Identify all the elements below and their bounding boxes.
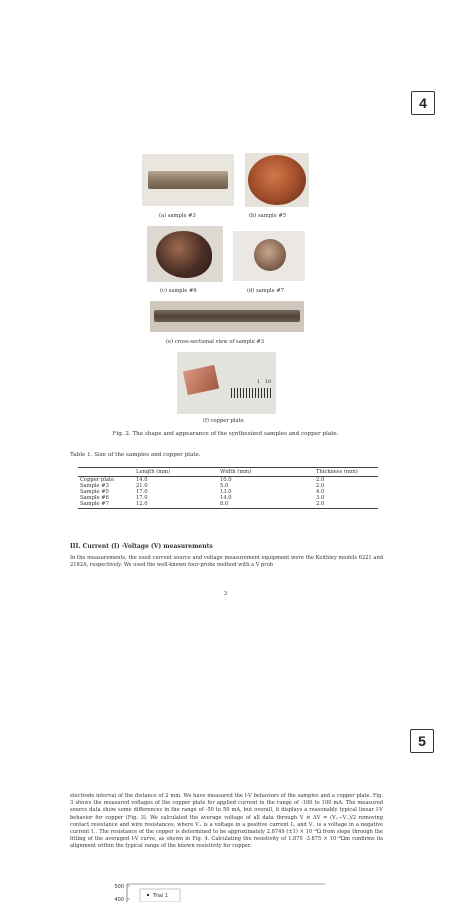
table-cell: Sample #3 (80, 483, 109, 489)
table-cell: 8.0 (218, 501, 314, 509)
panel-e-caption: (e) cross-sectional view of sample #3 (166, 339, 265, 345)
page-badge-bottom: 5 (410, 729, 434, 753)
legend-label: Trial 1 (153, 893, 168, 899)
table-cell: 10.0 (220, 477, 232, 483)
panel-f-caption: (f) copper plate (203, 418, 244, 424)
table-cell: 5.0 (220, 483, 229, 489)
iv-chart (100, 882, 330, 902)
table-cell: 14.0 (136, 477, 148, 483)
table-header-cell (78, 468, 134, 477)
ruler-label-10: 10 (265, 379, 272, 385)
y-tick-label: 400 (114, 897, 124, 902)
section-paragraph: In the measurements, the used current source and voltage measurement equipment were the Keithley models 6221 and 2182A, respectively. We used the well-known four-probe method with a V prob (70, 555, 383, 569)
figure-caption: Fig. 2. The shape and appearance of the synthesized samples and copper plate. (112, 431, 339, 437)
section-heading: III. Current (I) -Voltage (V) measurements (70, 543, 213, 550)
table-cell: 13.0 (220, 489, 232, 495)
table-cell: 4.0 (316, 489, 325, 495)
y-tick-label: 500 (114, 884, 124, 890)
panel-a-caption: (a) sample #3 (159, 213, 196, 219)
table-cell: 14.0 (220, 495, 232, 501)
ruler-label-1: 1 (257, 379, 261, 385)
table-header-cell: Thickness (mm) (314, 468, 378, 477)
table-cell: 21.0 (136, 483, 148, 489)
table-cell: 17.0 (136, 489, 148, 495)
sample-7-photo (233, 231, 305, 281)
table-cell: 17.0 (136, 495, 148, 501)
table-cell: Copper plate (80, 477, 115, 483)
page-number: 3 (223, 591, 228, 597)
sample-3-cross-section-photo (150, 301, 304, 332)
table-header-row (78, 468, 378, 477)
panel-c-caption: (c) sample #6 (160, 288, 197, 294)
legend-marker (147, 894, 149, 896)
page-badge-top: 4 (411, 91, 435, 115)
table-header-cell: Length (mm) (134, 468, 218, 477)
sample-3-photo (142, 154, 234, 206)
ruler (231, 388, 271, 406)
table-cell: 3.0 (316, 495, 325, 501)
panel-b-caption: (b) sample #5 (249, 213, 287, 219)
table-cell: Sample #6 (80, 495, 109, 501)
continuation-paragraph: electrode interval of the distance of 2 mm. We have measured the I-V behaviors of the samples and a copper plate. Fig. 3 shows the measured voltages of the copper plate for applied current in the range of -100 to 100 mA. The measured source data show some differences in the range of -50 to 50 mA, but overall, it displays a reasonably typical linear I-V behavior for copper (Fig. 3). We calculated the average voltage of all data through V ≡ ΔV = (V₊−V₋)/2 removing contact resistance and wire resistances, where V₊ is a voltage in a positive current I₊ and V₋ is a voltage in a negative current I₋. The resistance of the copper is determined to be approximately 2.8749 (±1) × 10⁻⁴Ω from slope through the fitting of the averaged I-V curve, as shown in Fig. 4. Calculating the resistivity of 1.875 -3.875 × 10⁻⁸Ωm confirms its alignment within the typical range of the known resistivity for copper. (70, 793, 383, 850)
table-cell: 2.0 (316, 483, 325, 489)
table-cell: Sample #7 (78, 501, 134, 509)
sample-5-photo (245, 153, 309, 207)
sample-6-photo (147, 226, 223, 282)
table-cell: 2.0 (316, 477, 325, 483)
table-cell: 2.0 (314, 501, 378, 509)
panel-d-caption: (d) sample #7 (247, 288, 285, 294)
table-header-cell: Width (mm) (218, 468, 314, 477)
samples-table (78, 467, 378, 509)
table-row (78, 501, 378, 509)
table-cell: 12.0 (134, 501, 218, 509)
copper-plate-photo (177, 352, 276, 414)
table-title: Table 1. Size of the samples and copper plate. (70, 452, 201, 458)
table-cell: Sample #5 (80, 489, 109, 495)
